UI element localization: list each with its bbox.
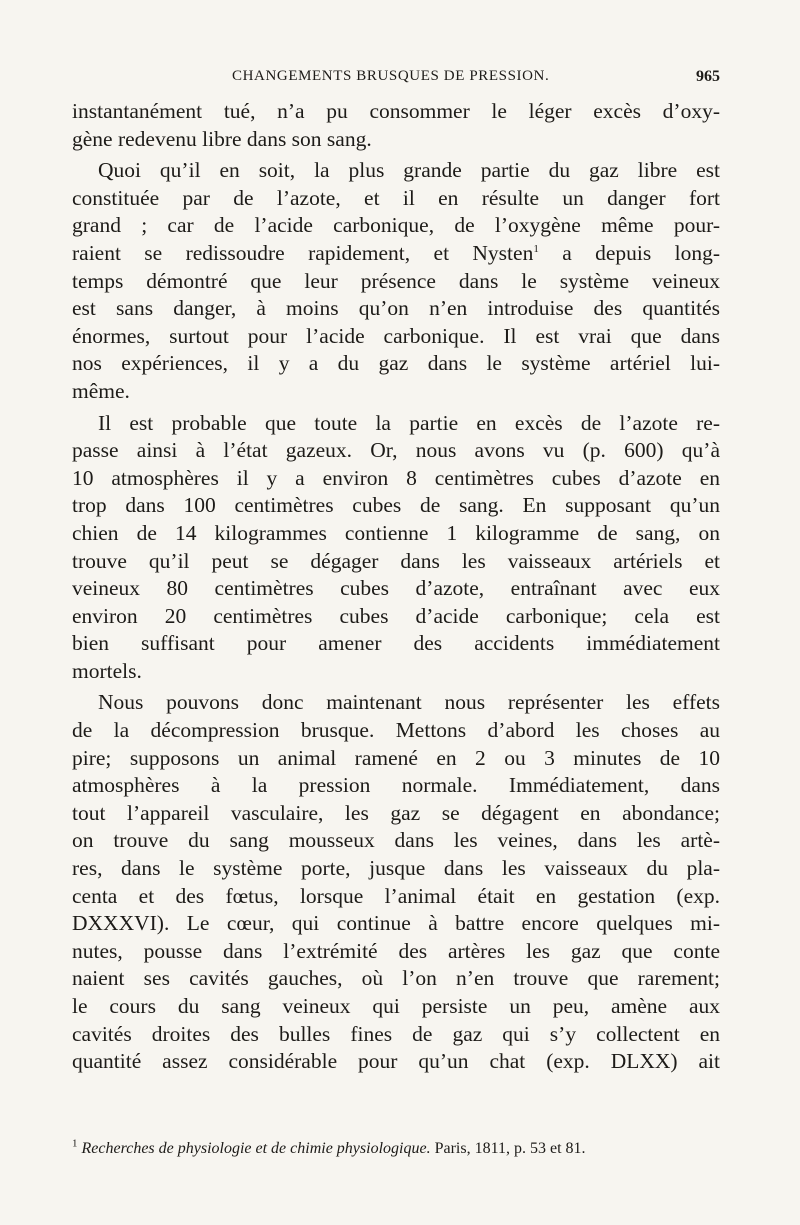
paragraph-1	[72, 98, 720, 153]
text-line: environ 20 centimètres cubes d’acide carbonique; cela est	[72, 603, 720, 628]
text-line: atmosphères à la pression normale. Immédiatement, dans	[72, 773, 720, 798]
text-line: naient ses cavités gauches, où l’on n’en trouve que rarement;	[72, 966, 720, 991]
text-line: DXXXVI). Le cœur, qui continue à battre encore quelques mi-	[72, 911, 720, 936]
text-line: 10 atmosphères il y a environ 8 centimètres cubes d’azote en	[72, 465, 720, 490]
footnote-marker: 1	[72, 1137, 78, 1150]
text-line: centa et des fœtus, lorsque l’animal était en gestation (exp.	[72, 883, 720, 908]
text-line: cavités droites des bulles fines de gaz qui s’y collectent en	[72, 1021, 720, 1046]
text-line: on trouve du sang mousseux dans les veines, dans les artè-	[72, 828, 720, 853]
text-line: passe ainsi à l’état gazeux. Or, nous avons vu (p. 600) qu’à	[72, 438, 720, 463]
text-line: mortels.	[72, 658, 142, 683]
text-line-with-note	[72, 240, 720, 268]
text-line: temps démontré que leur présence dans le système veineux	[72, 268, 720, 293]
text-line: nutes, pousse dans l’extrémité des artères les gaz que conte	[72, 938, 720, 963]
text-line: Nous pouvons donc maintenant nous représenter les effets	[98, 690, 720, 715]
text-line: gène redevenu libre dans son sang.	[72, 126, 372, 151]
text-line: énormes, surtout pour l’acide carbonique. Il est vrai que dans	[72, 323, 720, 348]
page-number: 965	[696, 68, 720, 85]
text-line: res, dans le système porte, jusque dans les vaisseaux du pla-	[72, 856, 720, 881]
text-line: de la décompression brusque. Mettons d’abord les choses au	[72, 718, 720, 743]
text-line: Il est probable que toute la partie en excès de l’azote re-	[98, 410, 720, 435]
text-line: trouve qu’il peut se dégager dans les vaisseaux artériels et	[72, 548, 720, 573]
text-fragment: raient se redissoudre rapidement, et Nysten	[72, 240, 534, 265]
text-fragment: a depuis long-	[538, 240, 720, 265]
text-line: veineux 80 centimètres cubes d’azote, entraînant avec eux	[72, 576, 720, 601]
text-line: quantité assez considérable pour qu’un chat (exp. DLXX) ait	[72, 1049, 720, 1074]
text-line: constituée par de l’azote, et il en résulte un danger fort	[72, 185, 720, 210]
text-line: instantanément tué, n’a pu consommer le léger excès d’oxy-	[72, 99, 720, 123]
text-line: est sans danger, à moins qu’on n’en introduise des quantités	[72, 296, 720, 321]
text-line: pire; supposons un animal ramené en 2 ou 3 minutes de 10	[72, 745, 720, 770]
text-line: tout l’appareil vasculaire, les gaz se dégagent en abondance;	[72, 800, 720, 825]
footnote-title: Recherches de physiologie et de chimie physiologique.	[81, 1140, 431, 1157]
paragraph-3	[72, 410, 720, 686]
text-line: bien suffisant pour amener des accidents immédiatement	[72, 631, 720, 656]
paragraph-4	[72, 689, 720, 1075]
text-line: grand ; car de l’acide carbonique, de l’oxygène même pour-	[72, 213, 720, 238]
footnote	[72, 1137, 720, 1158]
footnote-reference: 1	[533, 242, 539, 255]
text-line: le cours du sang veineux qui persiste un peu, amène aux	[72, 994, 720, 1018]
paragraph-2	[72, 157, 720, 405]
page-header	[72, 68, 720, 92]
text-line: même.	[72, 378, 130, 403]
running-title: CHANGEMENTS BRUSQUES DE PRESSION.	[232, 68, 550, 84]
footnote-citation: Paris, 1811, p. 53 et 81.	[430, 1140, 586, 1157]
text-line: trop dans 100 centimètres cubes de sang. En supposant qu’un	[72, 493, 720, 518]
text-line: chien de 14 kilogrammes contienne 1 kilogramme de sang, on	[72, 520, 720, 545]
text-line: Quoi qu’il en soit, la plus grande partie du gaz libre est	[98, 158, 720, 183]
text-line: nos expériences, il y a du gaz dans le système artériel lui-	[72, 351, 720, 376]
body-text	[72, 98, 720, 1080]
